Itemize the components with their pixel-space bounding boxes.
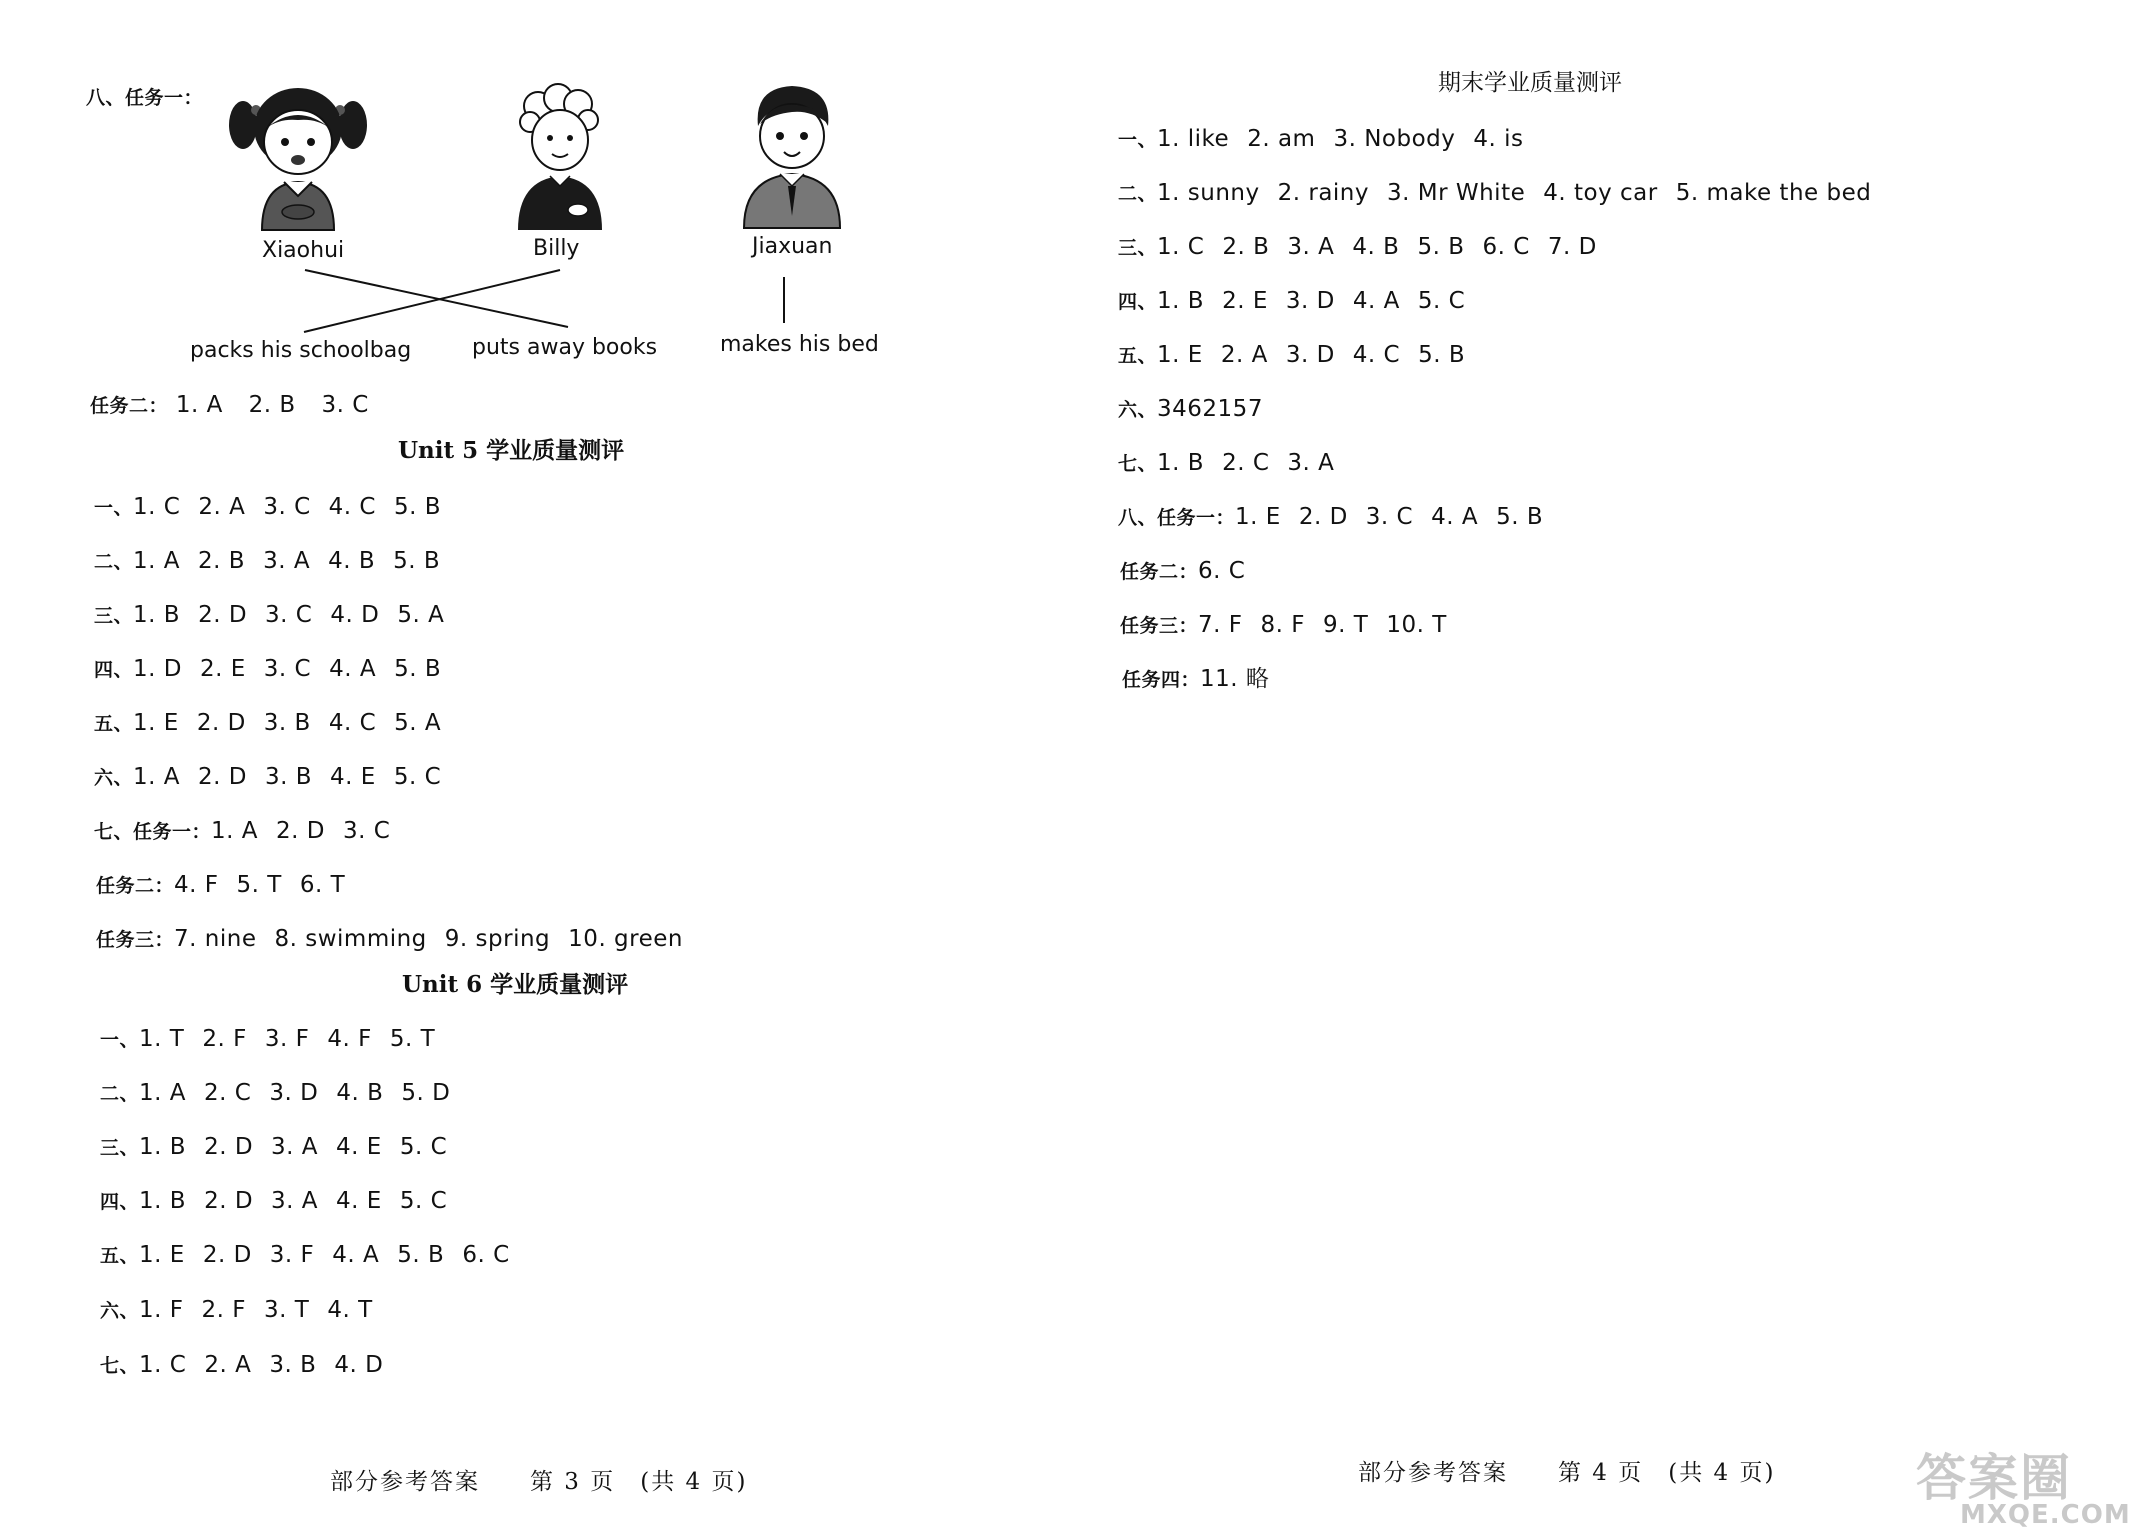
left-page-footer: 部分参考答案 第 3 页 (共 4 页) [330, 1469, 748, 1495]
task8-task2-row: 任务二： 1. A 2. B 3. C [90, 392, 369, 418]
unit6-row-2: 二、1. A 2. C 3. D 4. B 5. D [100, 1080, 451, 1106]
unit5-row-6: 六、1. A 2. D 3. B 4. E 5. C [94, 764, 442, 790]
unit5-row-9: 任务三：7. nine 8. swimming 9. spring 10. green [96, 926, 683, 952]
child-name-xiaohui: Xiaohui [262, 238, 345, 263]
unit5-row-3: 三、1. B 2. D 3. C 4. D 5. A [94, 602, 445, 628]
child-name-billy: Billy [533, 236, 580, 261]
unit5-row-8: 任务二：4. F 5. T 6. T [96, 872, 346, 898]
final-exam-title: 期末学业质量测评 [1438, 70, 1622, 96]
unit6-row-1: 一、1. T 2. F 3. F 4. F 5. T [100, 1026, 436, 1052]
final-row-11: 任务四：11. 略 [1122, 666, 1270, 692]
unit6-row-6: 六、1. F 2. F 3. T 4. T [100, 1297, 373, 1323]
final-row-6: 六、3462157 [1118, 396, 1263, 422]
unit6-row-4: 四、1. B 2. D 3. A 4. E 5. C [100, 1188, 448, 1214]
unit6-row-3: 三、1. B 2. D 3. A 4. E 5. C [100, 1134, 448, 1160]
watermark-site: MXQE.COM [1960, 1500, 2131, 1530]
unit6-title: Unit 6 学业质量测评 [402, 971, 629, 998]
unit6-row-5: 五、1. E 2. D 3. F 4. A 5. B 6. C [100, 1242, 510, 1268]
right-page-footer: 部分参考答案 第 4 页 (共 4 页) [1358, 1460, 1776, 1486]
action-puts-away-books: puts away books [472, 335, 658, 360]
unit6-row-7: 七、1. C 2. A 3. B 4. D [100, 1352, 384, 1378]
watermark-brand: 答案圈 [1916, 1449, 2072, 1507]
unit5-row-5: 五、1. E 2. D 3. B 4. C 5. A [94, 710, 442, 736]
unit5-row-1: 一、1. C 2. A 3. C 4. C 5. B [94, 494, 442, 520]
final-row-10: 任务三：7. F 8. F 9. T 10. T [1120, 612, 1447, 638]
unit5-row-2: 二、1. A 2. B 3. A 4. B 5. B [94, 548, 441, 574]
action-makes-bed: makes his bed [720, 332, 879, 357]
child-name-jiaxuan: Jiaxuan [752, 234, 833, 259]
final-row-5: 五、1. E 2. A 3. D 4. C 5. B [1118, 342, 1466, 368]
unit5-row-4: 四、1. D 2. E 3. C 4. A 5. B [94, 656, 442, 682]
action-packs-schoolbag: packs his schoolbag [190, 338, 412, 363]
matching-lines [0, 0, 1000, 360]
final-row-9: 任务二：6. C [1120, 558, 1246, 584]
final-row-4: 四、1. B 2. E 3. D 4. A 5. C [1118, 288, 1466, 314]
unit5-row-7: 七、任务一：1. A 2. D 3. C [94, 818, 391, 844]
task8-label: 八、任务一： [86, 87, 204, 109]
final-row-2: 二、1. sunny 2. rainy 3. Mr White 4. toy car 5. make the bed [1118, 180, 1872, 206]
final-row-7: 七、1. B 2. C 3. A [1118, 450, 1335, 476]
unit5-title: Unit 5 学业质量测评 [398, 437, 625, 464]
final-row-8: 八、任务一：1. E 2. D 3. C 4. A 5. B [1118, 504, 1544, 530]
final-row-1: 一、1. like 2. am 3. Nobody 4. is [1118, 126, 1524, 152]
final-row-3: 三、1. C 2. B 3. A 4. B 5. B 6. C 7. D [1118, 234, 1597, 260]
